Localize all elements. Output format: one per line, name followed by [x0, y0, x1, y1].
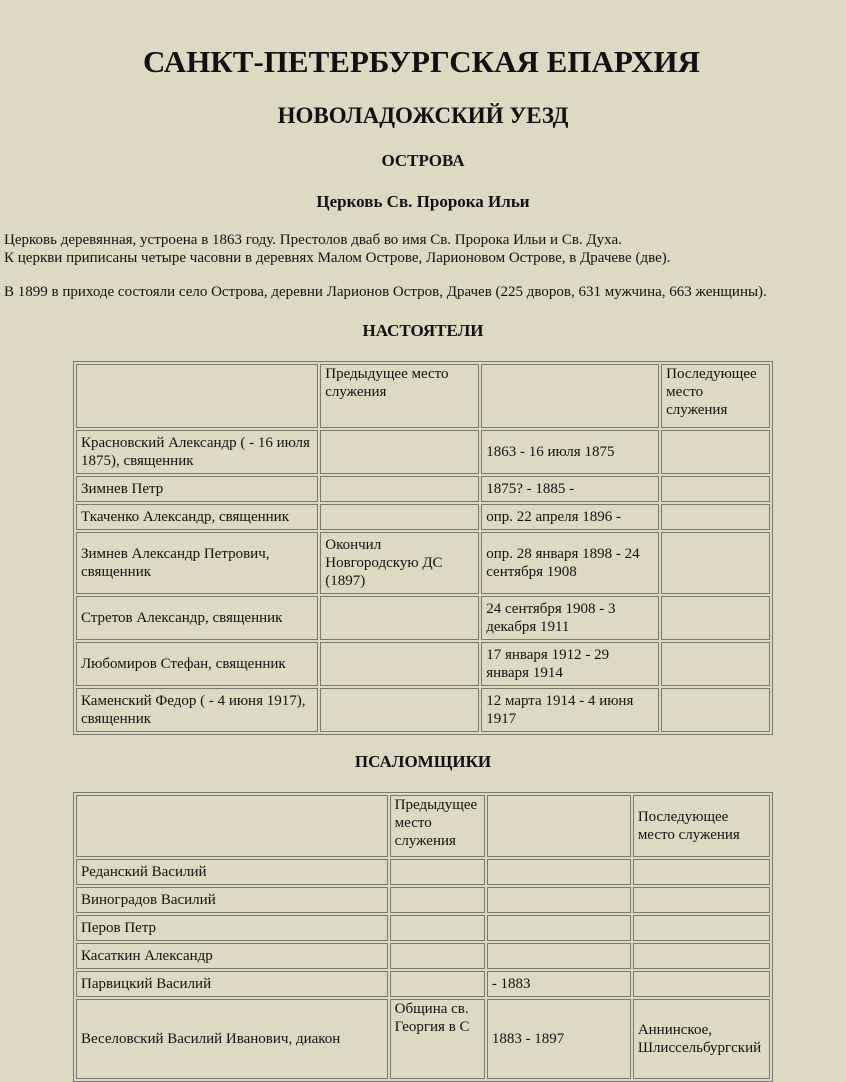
- previous-cell: [390, 943, 485, 969]
- diocese-title: САНКТ-ПЕТЕРБУРГСКАЯ ЕПАРХИЯ: [142, 44, 701, 79]
- name-cell: Каменский Федор ( - 4 июня 1917), священник: [76, 688, 318, 732]
- next-cell: [633, 971, 770, 997]
- table-header-row: [76, 364, 770, 428]
- table-row: [76, 915, 770, 941]
- church-title: Церковь Св. Пророка Ильи: [316, 192, 530, 211]
- period-cell: [487, 915, 631, 941]
- period-cell: [487, 859, 631, 885]
- header-cell: Предыдущее место служения: [320, 364, 479, 428]
- table-row: [76, 504, 770, 530]
- period-cell: 1875? - 1885 -: [481, 476, 659, 502]
- header-cell: Последующее место служения: [633, 795, 770, 857]
- period-cell: 1863 - 16 июля 1875: [481, 430, 659, 474]
- rectors-heading: НАСТОЯТЕЛИ: [362, 321, 484, 340]
- name-cell: Парвицкий Василий: [76, 971, 388, 997]
- period-cell: 1883 - 1897: [487, 999, 631, 1079]
- period-cell: [487, 887, 631, 913]
- header-cell: [76, 364, 318, 428]
- name-cell: Реданский Василий: [76, 859, 388, 885]
- table-row: [76, 887, 770, 913]
- next-cell: [633, 859, 770, 885]
- parish-info: В 1899 в приходе состояли село Острова, деревни Ларионов Остров, Драчев (225 дворов, 631 мужчина, 663 женщины).: [4, 284, 767, 300]
- parish-title: ОСТРОВА: [381, 151, 465, 170]
- next-cell: [661, 476, 770, 502]
- next-cell: [661, 504, 770, 530]
- next-cell: [661, 532, 770, 594]
- previous-cell: [390, 915, 485, 941]
- church-description: [4, 231, 840, 267]
- period-cell: опр. 28 января 1898 - 24 сентября 1908: [481, 532, 659, 594]
- name-cell: Зимнев Петр: [76, 476, 318, 502]
- rectors-table: [73, 361, 773, 735]
- name-cell: Стретов Александр, священник: [76, 596, 318, 640]
- period-cell: 17 января 1912 - 29 января 1914: [481, 642, 659, 686]
- next-cell: [633, 887, 770, 913]
- period-cell: опр. 22 апреля 1896 -: [481, 504, 659, 530]
- name-cell: Веселовский Василий Иванович, диакон: [76, 999, 388, 1079]
- header-cell: [481, 364, 659, 428]
- next-cell: Аннинское, Шлиссельбургский: [633, 999, 770, 1079]
- header-cell: [487, 795, 631, 857]
- next-cell: [633, 943, 770, 969]
- previous-cell: [320, 476, 479, 502]
- period-cell: - 1883: [487, 971, 631, 997]
- psalmists-table: [73, 792, 773, 1082]
- header-cell: [76, 795, 388, 857]
- name-cell: Касаткин Александр: [76, 943, 388, 969]
- previous-cell: [390, 887, 485, 913]
- description-line-2: К церкви приписаны четыре часовни в деревнях Малом Острове, Ларионовом Острове, в Драчеве (две).: [4, 250, 671, 266]
- table-row: [76, 596, 770, 640]
- previous-cell: [390, 859, 485, 885]
- previous-cell: [320, 688, 479, 732]
- name-cell: Зимнев Александр Петрович, священник: [76, 532, 318, 594]
- table-row: [76, 532, 770, 594]
- table-row: [76, 859, 770, 885]
- previous-cell: [320, 642, 479, 686]
- table-row: [76, 430, 770, 474]
- period-cell: 12 марта 1914 - 4 июня 1917: [481, 688, 659, 732]
- header-cell: Последующее место служения: [661, 364, 770, 428]
- table-row: [76, 943, 770, 969]
- header-cell: Предыдущее место служения: [390, 795, 485, 857]
- district-title: НОВОЛАДОЖСКИЙ УЕЗД: [277, 103, 569, 128]
- name-cell: Любомиров Стефан, священник: [76, 642, 318, 686]
- previous-cell: [390, 971, 485, 997]
- description-line-1: Церковь деревянная, устроена в 1863 году. Престолов дваб во имя Св. Пророка Ильи и Св. Духа.: [4, 232, 622, 248]
- next-cell: [661, 642, 770, 686]
- table-row: [76, 476, 770, 502]
- previous-cell: [320, 596, 479, 640]
- previous-cell: Окончил Новгородскую ДС (1897): [320, 532, 479, 594]
- name-cell: Ткаченко Александр, священник: [76, 504, 318, 530]
- table-row: [76, 999, 770, 1079]
- name-cell: Виноградов Василий: [76, 887, 388, 913]
- previous-cell: [320, 504, 479, 530]
- table-row: [76, 971, 770, 997]
- next-cell: [633, 915, 770, 941]
- psalmists-heading: ПСАЛОМЩИКИ: [354, 752, 492, 771]
- previous-cell: [320, 430, 479, 474]
- table-header-row: [76, 795, 770, 857]
- previous-cell: Община св. Георгия в С: [390, 999, 485, 1079]
- next-cell: [661, 596, 770, 640]
- table-row: [76, 688, 770, 732]
- table-row: [76, 642, 770, 686]
- name-cell: Перов Петр: [76, 915, 388, 941]
- period-cell: [487, 943, 631, 969]
- name-cell: Красновский Александр ( - 16 июля 1875), священник: [76, 430, 318, 474]
- next-cell: [661, 688, 770, 732]
- next-cell: [661, 430, 770, 474]
- period-cell: 24 сентября 1908 - 3 декабря 1911: [481, 596, 659, 640]
